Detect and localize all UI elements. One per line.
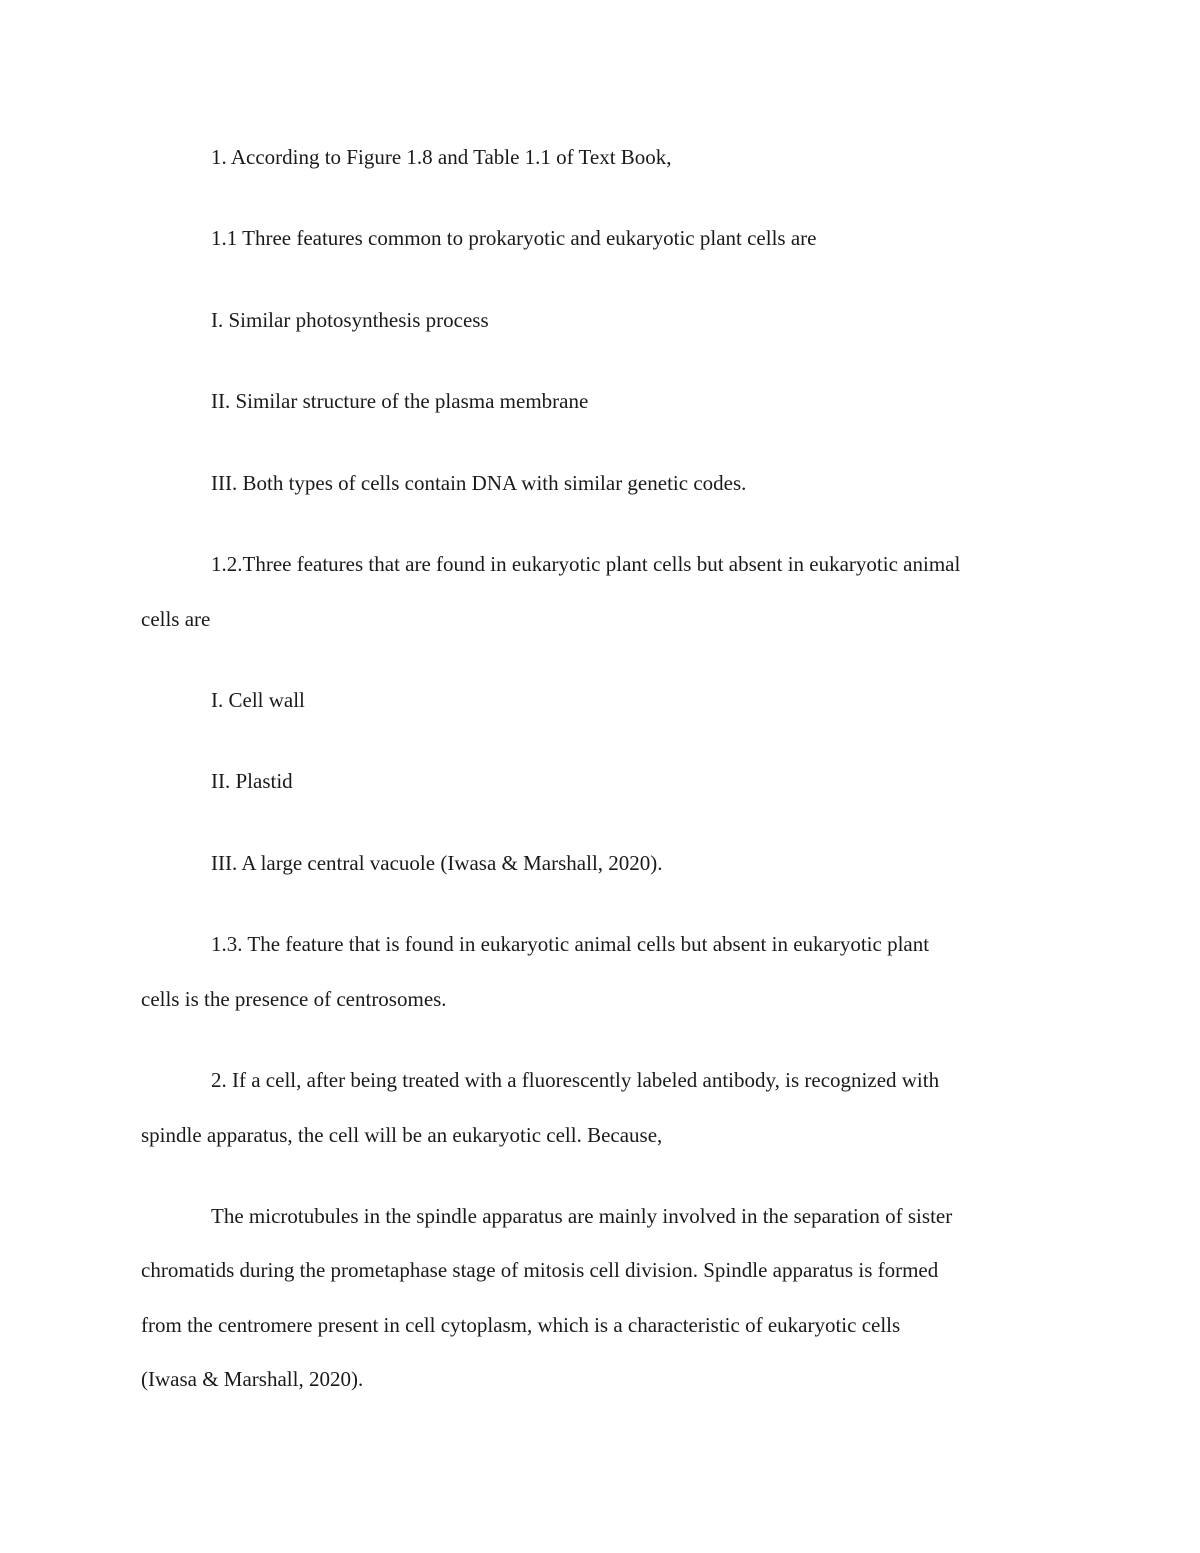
list-item: II. Plastid: [211, 769, 293, 793]
explanation-line-3: from the centromere present in cell cytoplasm, which is a characteristic of eukaryotic cells: [141, 1313, 901, 1337]
question-1-2-heading-line-2: cells are: [141, 607, 211, 631]
question-1-3-line-1: 1.3. The feature that is found in eukaryotic animal cells but absent in eukaryotic plant: [211, 932, 930, 956]
question-1-intro: 1. According to Figure 1.8 and Table 1.1 of Text Book,: [211, 145, 672, 169]
question-2-line-2: spindle apparatus, the cell will be an eukaryotic cell. Because,: [141, 1123, 663, 1147]
list-item: III. A large central vacuole (Iwasa & Marshall, 2020).: [211, 851, 663, 875]
question-1-3-line-2: cells is the presence of centrosomes.: [141, 987, 447, 1011]
explanation-line-4: (Iwasa & Marshall, 2020).: [141, 1367, 364, 1391]
list-item: I. Cell wall: [211, 688, 305, 712]
list-item: II. Similar structure of the plasma membrane: [211, 389, 589, 413]
explanation-line-2: chromatids during the prometaphase stage of mitosis cell division. Spindle apparatus is formed: [141, 1258, 939, 1282]
explanation-line-1: The microtubules in the spindle apparatus are mainly involved in the separation of sister: [211, 1204, 953, 1228]
list-item: III. Both types of cells contain DNA with similar genetic codes.: [211, 471, 747, 495]
list-item: I. Similar photosynthesis process: [211, 308, 489, 332]
question-1-2-heading-line-1: 1.2.Three features that are found in eukaryotic plant cells but absent in eukaryotic animal: [211, 552, 961, 576]
question-1-1-heading: 1.1 Three features common to prokaryotic and eukaryotic plant cells are: [211, 226, 817, 250]
question-2-line-1: 2. If a cell, after being treated with a fluorescently labeled antibody, is recognized with: [211, 1068, 940, 1092]
